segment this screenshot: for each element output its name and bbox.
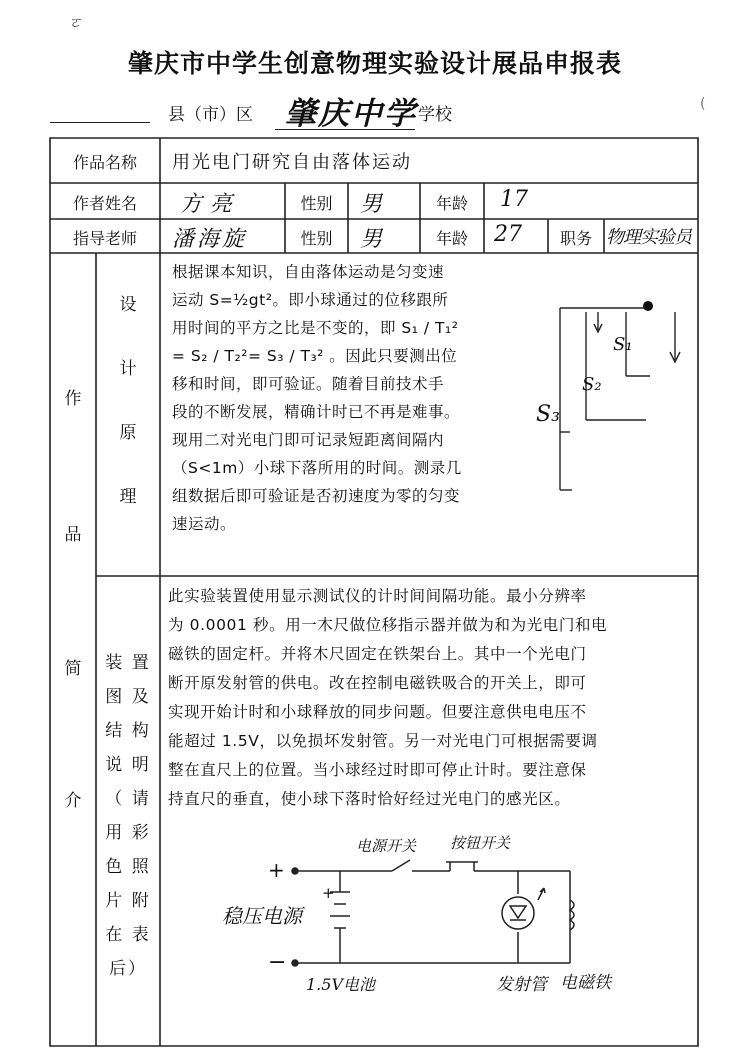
principle-line: 组数据后即可验证是否初速度为零的匀变 (172, 487, 461, 505)
principle-line: 段的不断发展，精确计时已不再是难事。 (172, 403, 461, 421)
apparatus-label-line: 装 置 (105, 653, 151, 673)
author-age-value: 17 (500, 187, 528, 212)
apparatus-line: 整在直尺上的位置。当小球经过时即可停止计时。要注意保 (168, 761, 587, 779)
school-name: 肇庆中学 (285, 96, 417, 132)
principle-line: 速运动。 (172, 515, 237, 533)
apparatus-label-line: 用 彩 (105, 823, 151, 843)
apparatus-label-line: 色 照 (105, 857, 151, 877)
district-label: 县（市）区 (168, 105, 253, 125)
apparatus-label-line: 图 及 (105, 687, 151, 707)
principle-line: 根据课本知识，自由落体运动是匀变速 (172, 263, 445, 281)
author-age-label: 年龄 (435, 194, 468, 213)
apparatus-line: 实现开始计时和小球释放的同步问题。但要注意供电电压不 (168, 703, 587, 721)
apparatus-line: 此实验装置使用显示测试仪的计时间间隔功能。最小分辨率 (168, 587, 587, 605)
school-label: 学校 (418, 105, 452, 125)
minus-terminal: − (268, 950, 287, 975)
teacher-position: 物理实验员 (606, 227, 691, 248)
side-label-3: 简 (64, 659, 82, 679)
apparatus-label-line: 在 表 (105, 925, 151, 945)
power-switch-label: 电源开关 (356, 837, 417, 855)
apparatus-label-line: 说 明 (105, 755, 151, 775)
teacher-age-label: 年龄 (435, 229, 468, 248)
apparatus-label-line: 片 附 (105, 891, 151, 911)
author-label: 作者姓名 (72, 194, 137, 213)
s2-label: S₂ (582, 374, 602, 395)
supply-label: 稳压电源 (222, 904, 302, 928)
principle-line: 用时间的平方之比是不变的，即 S₁ / T₁² (172, 319, 459, 337)
work-name-value: 用光电门研究自由落体运动 (172, 152, 412, 173)
author-value: 方亮 (180, 192, 241, 217)
principle-label-3: 原 (119, 423, 137, 443)
principle-label-2: 计 (119, 359, 137, 379)
page-title: 肇庆市中学生创意物理实验设计展品申报表 (127, 49, 622, 78)
principle-line: （S<1m）小球下落所用的时间。测录几 (172, 459, 462, 477)
work-name-label: 作品名称 (72, 153, 137, 172)
teacher-label: 指导老师 (72, 229, 137, 248)
s1-label: S₁ (613, 334, 633, 355)
apparatus-label-line: （ 请 (105, 789, 151, 809)
button-switch-label: 按钮开关 (450, 834, 511, 852)
teacher-age-value: 27 (494, 222, 522, 247)
plus-terminal: + (268, 858, 285, 882)
scan-mark: ( (700, 96, 706, 112)
principle-line: 移和时间，即可验证。随着目前技术手 (172, 375, 445, 393)
principle-line: 运动 S=½gt²。即小球通过的位移跟所 (172, 291, 449, 309)
cell-plus: + (322, 884, 335, 902)
author-gender-value: 男 (360, 192, 383, 217)
emitter-label: 发射管 (496, 975, 547, 995)
apparatus-line: 断开原发射管的供电。改在控制电磁铁吸合的开关上，即可 (168, 674, 587, 692)
teacher-value: 潘海旋 (172, 227, 248, 252)
principle-line: 现用二对光电门即可记录短距离间隔内 (172, 431, 445, 449)
teacher-gender-label: 性别 (300, 229, 333, 248)
s3-label: S₃ (536, 402, 560, 427)
side-label-2: 品 (64, 525, 82, 545)
principle-label-4: 理 (119, 487, 137, 507)
apparatus-line: 能超过 1.5V，以免损坏发射管。另一对光电门可根据需要调 (168, 732, 598, 750)
battery-label: 1.5V电池 (306, 975, 376, 994)
apparatus-line: 持直尺的垂直，使小球下落时恰好经过光电门的感光区。 (168, 790, 571, 808)
principle-line: = S₂ / T₂²= S₃ / T₃² 。因此只要测出位 (172, 347, 458, 365)
principle-label-1: 设 (119, 295, 137, 315)
corner-mark: ㄛ (68, 15, 82, 31)
side-label-1: 作 (64, 389, 82, 409)
apparatus-line: 为 0.0001 秒。用一木尺做位移指示器并做为和为光电门和电 (168, 616, 608, 634)
author-gender-label: 性别 (300, 194, 333, 213)
teacher-gender-value: 男 (360, 227, 383, 252)
position-label: 职务 (559, 229, 592, 248)
apparatus-label-line: 后） (109, 959, 147, 979)
magnet-label: 电磁铁 (560, 973, 611, 993)
apparatus-line: 磁铁的固定杆。并将木尺固定在铁架台上。其中一个光电门 (168, 645, 587, 663)
power-switch (392, 860, 410, 871)
apparatus-label-line: 结 构 (105, 721, 151, 741)
side-label-4: 介 (64, 791, 82, 811)
